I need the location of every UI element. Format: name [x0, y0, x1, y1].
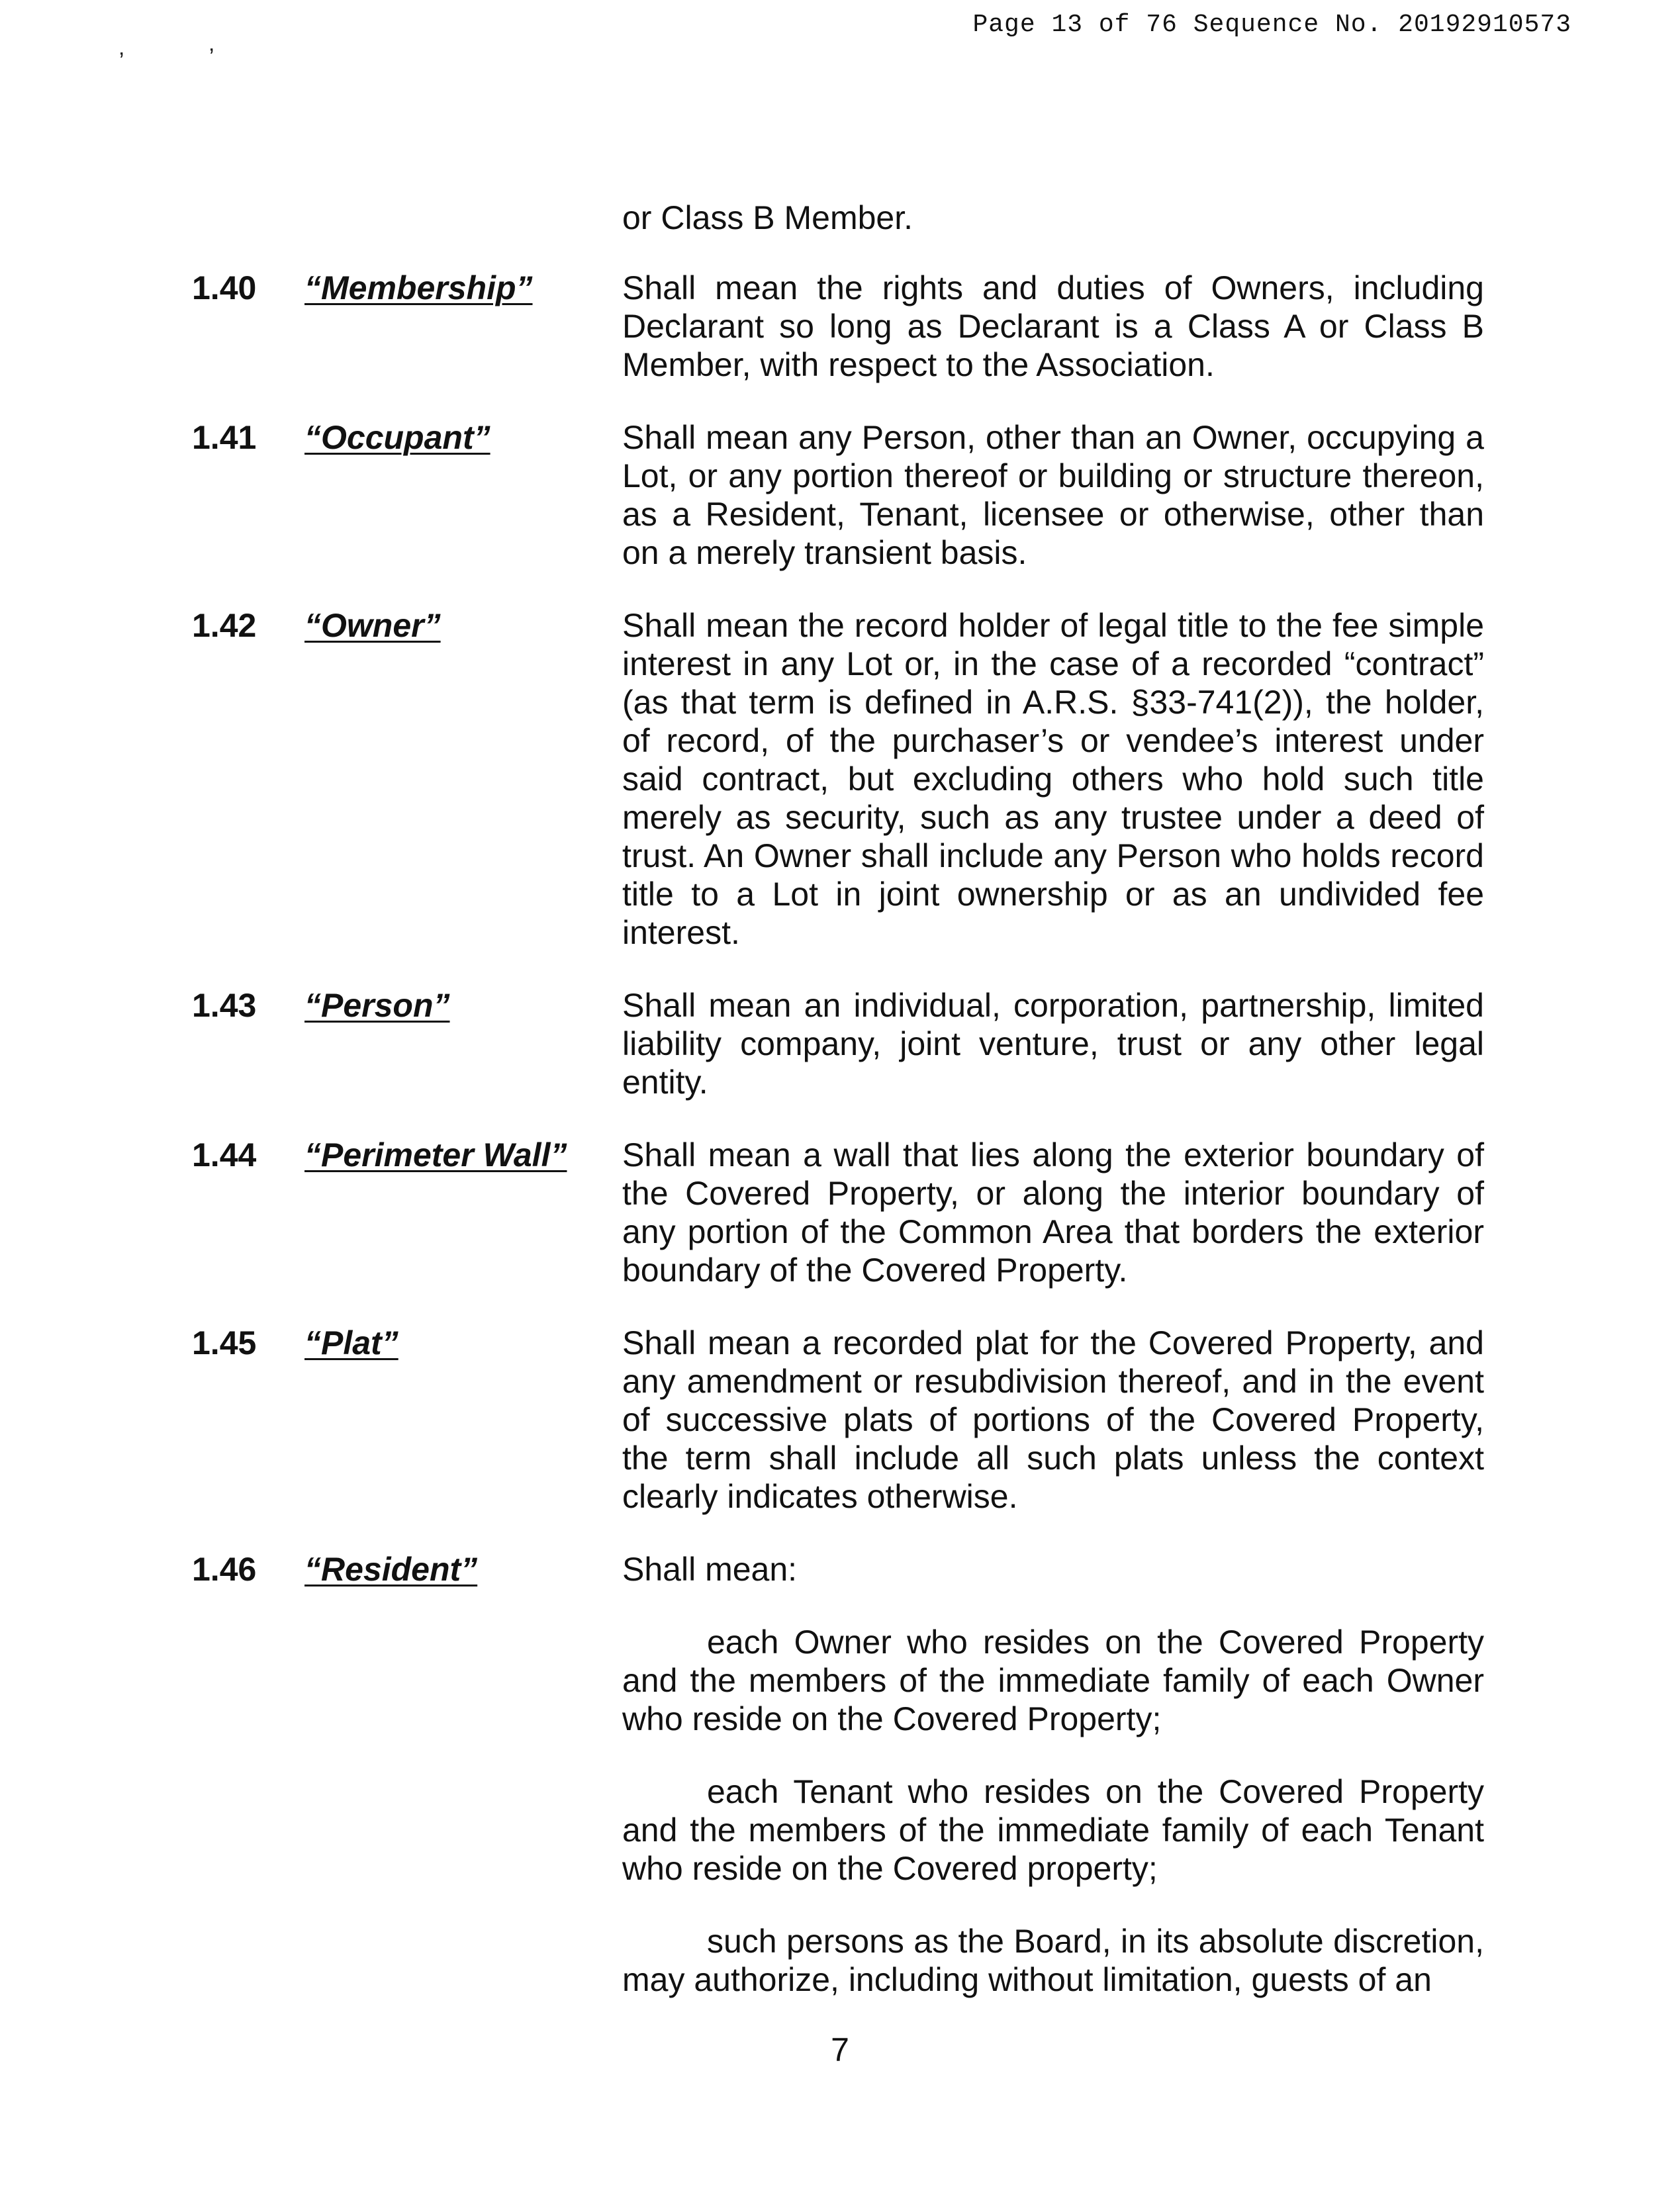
definition-text: Shall mean the rights and duties of Owners, including Declarant so long as Declarant is a Class A or Class B Member, with respect to the Association.: [622, 269, 1484, 383]
definition-number: 1.44: [192, 1136, 257, 1173]
definition-text: Shall mean a wall that lies along the exterior boundary of the Covered Property, or along the interior boundary of any portion of the Common Area that borders the exterior boundary of the Covered Property.: [622, 1136, 1484, 1289]
definition-1-43: [192, 986, 1489, 1101]
definition-term: “Perimeter Wall”: [304, 1136, 567, 1173]
definition-1-42: [192, 606, 1489, 952]
subparagraph: such persons as the Board, in its absolute discretion, may authorize, including without limitation, guests of an: [622, 1923, 1484, 1998]
definition-1-40: [192, 269, 1489, 384]
definition-1-41: [192, 418, 1489, 572]
definition-number: 1.45: [192, 1324, 257, 1361]
subparagraph: each Tenant who resides on the Covered Property and the members of the immediate family of each Tenant who reside on the Covered property;: [622, 1773, 1484, 1887]
scan-mark: ʼ: [119, 49, 124, 74]
definition-1-44: [192, 1136, 1489, 1289]
definitions-list: [192, 269, 1489, 2033]
scan-mark: ʼ: [209, 45, 214, 70]
definition-text: Shall mean:: [622, 1551, 798, 1588]
subparagraph: each Owner who resides on the Covered Property and the members of the immediate family of each Owner who reside on the Covered Property;: [622, 1624, 1484, 1737]
definition-number: 1.41: [192, 419, 257, 456]
definition-text: Shall mean a recorded plat for the Covered Property, and any amendment or resubdivision thereof, and in the event of successive plats of portions of the Covered Property, the term shall include all such plats unless the context clearly indicates otherwise.: [622, 1324, 1484, 1515]
definition-text: Shall mean any Person, other than an Owner, occupying a Lot, or any portion thereof or building or structure thereon, as a Resident, Tenant, licensee or otherwise, other than on a merely transient basis.: [622, 419, 1484, 571]
definition-1-46: [192, 1550, 1489, 1999]
definition-term: “Resident”: [304, 1551, 478, 1588]
definition-body: [622, 1550, 1484, 1999]
definition-term: “Membership”: [304, 269, 533, 306]
page-header: Page 13 of 76 Sequence No. 20192910573: [972, 11, 1571, 39]
definition-text: Shall mean an individual, corporation, partnership, limited liability company, joint venture, trust or any other legal entity.: [622, 987, 1484, 1101]
definition-number: 1.42: [192, 607, 257, 644]
definition-number: 1.46: [192, 1551, 257, 1588]
page-number: 7: [831, 2031, 849, 2068]
definition-text: Shall mean the record holder of legal title to the fee simple interest in any Lot or, in the case of a recorded “contract” (as that term is defined in A.R.S. §33-741(2)), the holder, of record, of the purchaser’s or vendee’s interest under said contract, but excluding others who hold such title merely as security, such as any trustee under a deed of trust. An Owner shall include any Person who holds record title to a Lot in joint ownership or as an undivided fee interest.: [622, 607, 1484, 951]
definition-term: “Occupant”: [304, 419, 490, 456]
definition-term: “Plat”: [304, 1324, 398, 1361]
definition-term: “Person”: [304, 987, 450, 1024]
definition-1-45: [192, 1324, 1489, 1516]
definition-term: “Owner”: [304, 607, 441, 644]
definition-number: 1.40: [192, 269, 257, 306]
definition-number: 1.43: [192, 987, 257, 1024]
continuation-text: or Class B Member.: [622, 199, 913, 236]
